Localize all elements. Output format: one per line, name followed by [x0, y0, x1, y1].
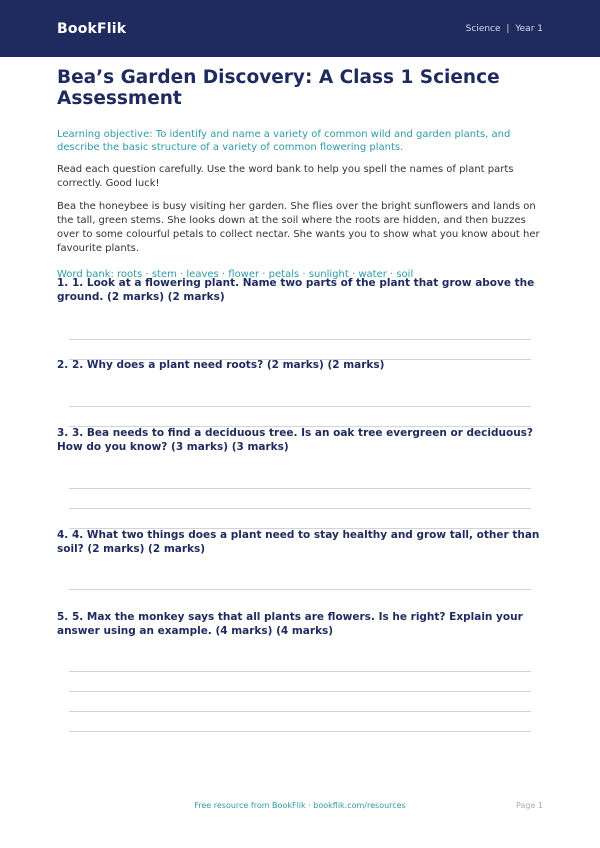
instructions: Read each question carefully. Use the word bank to help you spell the names of plant parts correctly. Good luck!	[57, 164, 514, 189]
subject-label: Science	[465, 23, 501, 34]
page-title: Bea’s Garden Discovery: A Class 1 Science Assessment	[57, 67, 500, 109]
question-text: 2. 2. Why does a plant need roots? (2 marks) (2 marks)	[57, 359, 385, 371]
subject-year-label	[466, 24, 543, 34]
question-4	[57, 528, 543, 556]
brand-logo: BookFlik	[57, 20, 127, 37]
question-text: 4. 4. What two things does a plant need to stay healthy and grow tall, other than soil? (2 marks) (2 marks)	[57, 529, 540, 555]
page-header	[0, 0, 600, 57]
answer-line[interactable]	[69, 671, 531, 672]
answer-line[interactable]	[69, 528, 531, 529]
footer-source-link[interactable]: Free resource from BookFlik · bookflik.com/resources	[194, 801, 406, 810]
answer-line[interactable]	[69, 339, 531, 340]
separator: |	[506, 23, 510, 34]
question-text: 3. 3. Bea needs to find a deciduous tree. Is an oak tree evergreen or deciduous? How do you know? (3 marks) (3 marks)	[57, 427, 534, 453]
question-2	[57, 358, 543, 372]
year-label: Year 1	[515, 23, 543, 34]
question-text: 1. 1. Look at a flowering plant. Name two parts of the plant that grow above the ground. (2 marks) (2 marks)	[57, 277, 535, 303]
answer-line[interactable]	[69, 426, 531, 427]
answer-line[interactable]	[69, 508, 531, 509]
learning-objective: Learning objective: To identify and name a variety of common wild and garden plants, and describe the basic structure of a variety of common flowering plants.	[57, 129, 511, 153]
answer-line[interactable]	[69, 691, 531, 692]
answer-line[interactable]	[69, 488, 531, 489]
answer-line[interactable]	[69, 406, 531, 407]
answer-line[interactable]	[69, 589, 531, 590]
word-bank: Word bank: roots · stem · leaves · flower · petals · sunlight · water · soil	[57, 269, 414, 280]
answer-line[interactable]	[69, 711, 531, 712]
page-footer	[0, 801, 600, 815]
page-number: Page 1	[516, 801, 543, 810]
question-text: 5. 5. Max the monkey says that all plants are flowers. Is he right? Explain your answer using an example. (4 marks) (4 marks)	[57, 611, 523, 637]
question-5	[57, 610, 543, 638]
question-3	[57, 426, 543, 454]
intro-section	[57, 67, 543, 281]
question-1	[57, 276, 543, 304]
story-text: Bea the honeybee is busy visiting her garden. She flies over the bright sunflowers and lands on the tall, green stems. She looks down at the soil where the roots are hidden, and then buzzes over to some colourful petals to collect nectar. She wants you to show what you know about her favourite plants.	[57, 201, 540, 254]
answer-line[interactable]	[69, 731, 531, 732]
